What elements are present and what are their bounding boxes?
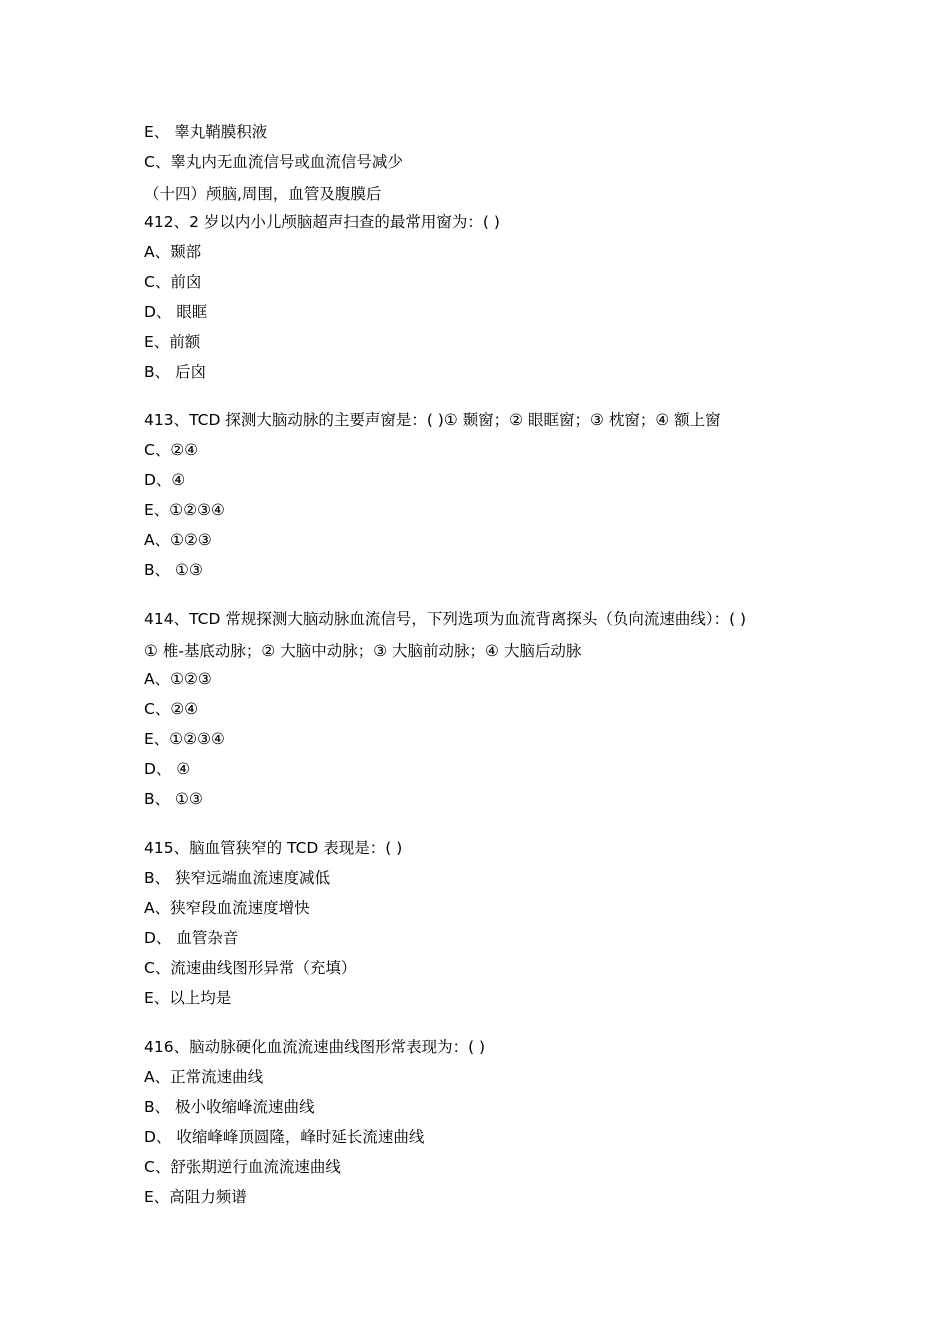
option-line: C、流速曲线图形异常（充填） <box>144 959 357 977</box>
option-line: E、前额 <box>144 333 201 351</box>
question-413: 413、TCD 探测大脑动脉的主要声窗是：( )① 颞窗；② 眼眶窗；③ 枕窗；④ 额上窗 <box>144 411 721 429</box>
option-line: C、②④ <box>144 441 199 459</box>
option-line: B、 狭窄远端血流速度减低 <box>144 869 331 887</box>
option-line: C、舒张期逆行血流流速曲线 <box>144 1158 341 1176</box>
option-line: D、 ④ <box>144 760 191 778</box>
option-line: B、 ①③ <box>144 561 203 579</box>
option-line: B、 极小收缩峰流速曲线 <box>144 1098 315 1116</box>
question-416: 416、脑动脉硬化血流流速曲线图形常表现为：( ) <box>144 1038 486 1056</box>
option-line: D、 血管杂音 <box>144 929 239 947</box>
section-heading: （十四）颅脑,周围，血管及腹膜后 <box>144 185 382 203</box>
option-line: C、前囟 <box>144 273 202 291</box>
option-line: E、①②③④ <box>144 501 225 519</box>
option-line: A、①②③ <box>144 531 212 549</box>
option-line: B、 后囟 <box>144 363 207 381</box>
option-line: A、颞部 <box>144 243 202 261</box>
option-line: C、睾丸内无血流信号或血流信号减少 <box>144 153 403 171</box>
option-line: C、②④ <box>144 700 199 718</box>
option-line: D、④ <box>144 471 186 489</box>
option-line: A、狭窄段血流速度增快 <box>144 899 310 917</box>
option-line: B、 ①③ <box>144 790 203 808</box>
question-415: 415、脑血管狭窄的 TCD 表现是：( ) <box>144 839 403 857</box>
option-line: E、 睾丸鞘膜积液 <box>144 123 268 141</box>
option-line: E、以上均是 <box>144 989 232 1007</box>
option-line: D、 收缩峰峰顶圆隆，峰时延长流速曲线 <box>144 1128 425 1146</box>
option-line: E、①②③④ <box>144 730 225 748</box>
option-line: A、正常流速曲线 <box>144 1068 264 1086</box>
option-line: E、高阻力频谱 <box>144 1188 247 1206</box>
question-414: 414、TCD 常规探测大脑动脉血流信号，下列选项为血流背离探头（负向流速曲线）：( ) <box>144 610 747 628</box>
question-412: 412、2 岁以内小儿颅脑超声扫查的最常用窗为：( ) <box>144 213 500 231</box>
option-line: D、 眼眶 <box>144 303 208 321</box>
option-line: A、①②③ <box>144 670 212 688</box>
question-414-statements: ① 椎-基底动脉；② 大脑中动脉；③ 大脑前动脉；④ 大脑后动脉 <box>144 642 582 660</box>
